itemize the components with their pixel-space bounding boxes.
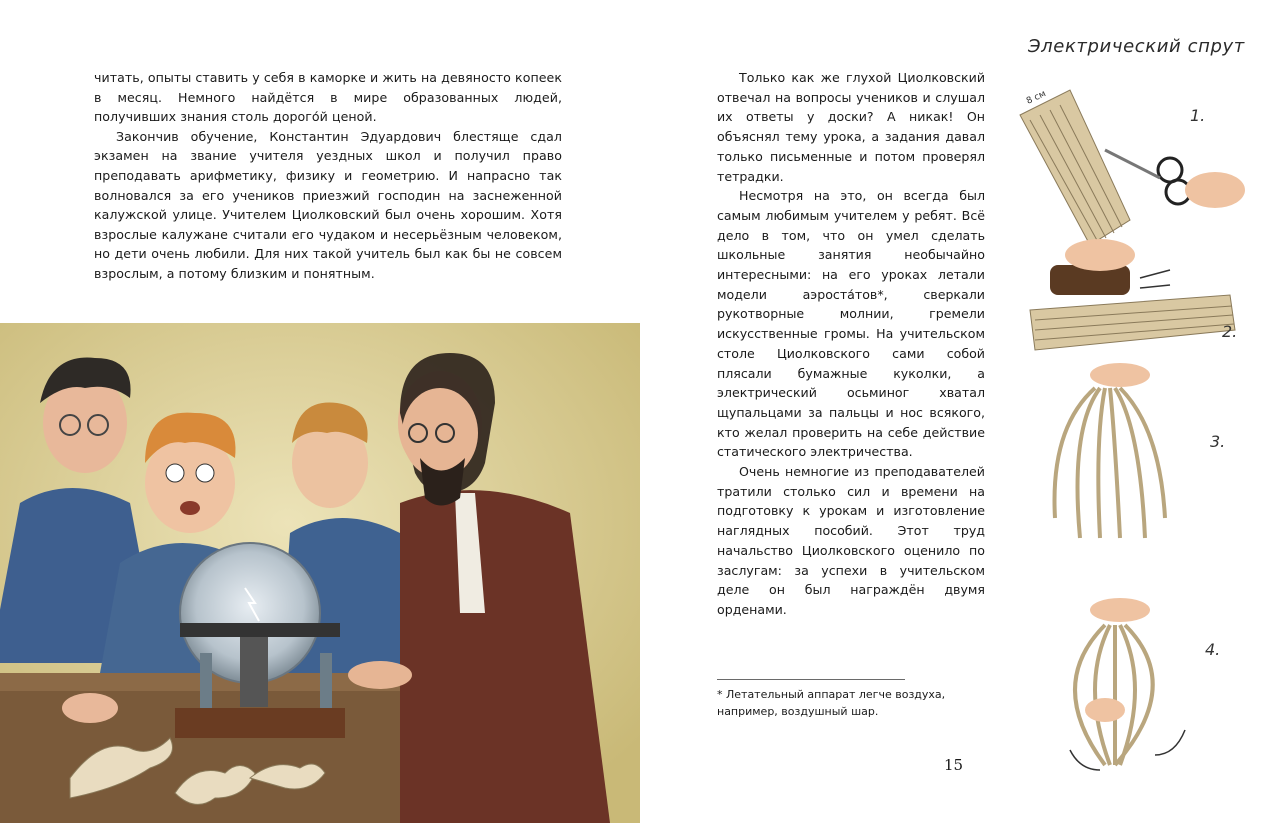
footnote: * Летательный аппарат легче воздуха, например, воздушный шар.: [717, 688, 946, 718]
step-2-illustration: [1030, 239, 1238, 350]
footnote-divider: [717, 679, 905, 680]
step-number: 2.: [1222, 322, 1238, 341]
sidebar-title: Электрический спрут: [1028, 36, 1245, 57]
step-number: 3.: [1210, 432, 1226, 451]
paragraph: Несмотря на это, он всегда был самым любимым учителем у ребят. Всё дело в том, что он умел сделать школьные занятия необычайно интересными: на его уроках летали модели аэроста́тов*, сверкали рукотворные молнии, гремели искусственные громы. На учительском столе Циолковского сами собой плясали бумажные куколки, а электрический осьминог хватал щупальцами за пальцы и нос всякого, кто желал проверить на себе действие статического электричества.: [717, 188, 985, 460]
step-number: 1.: [1190, 106, 1206, 125]
paragraph: Только как же глухой Циолковский отвечал на вопросы учеников и слушал их ответы у доски? А никак! Он объяснял тему урока, а задания давал только письменные и потом проверял тетрадки.: [717, 70, 985, 184]
step-3-illustration: [1055, 363, 1166, 538]
classroom-illustration: [0, 323, 640, 823]
paragraph: Закончив обучение, Константин Эдуардович блестяще сдал экзамен на звание учителя уездных школ и получил право преподавать арифметику, физику и геометрию. И напрасно так волновался за его учеников приезжий господин на заснеженной калужской улице. Учителем Циолковский был очень хорошим. Хотя взрослые калужане считали его чудаком и несерьёзным человеком, но дети очень любили. Для них такой учитель был как бы не совсем взрослым, а потому близким и понятным.: [94, 128, 562, 281]
step-number: 4.: [1205, 640, 1221, 659]
left-page-text: [94, 68, 562, 284]
paragraph: читать, опыты ставить у себя в каморке и жить на девяносто копеек в месяц. Немного найдётся в мире образованных людей, получивших знания столь дорого́й ценой.: [94, 70, 562, 125]
right-page-text: [717, 68, 985, 620]
dimension-label: 8 см: [1025, 89, 1048, 107]
craft-steps-svg: [1010, 70, 1270, 810]
illustration-svg: [0, 323, 640, 823]
step-1-illustration: [1020, 89, 1245, 245]
paragraph: Очень немногие из преподавателей тратили столько сил и времени на подготовку к урокам и изготовление наглядных пособий. Этот труд начальство Циолковского оценило по заслугам: за успехи в учительском деле он был награждён двумя орденами.: [717, 464, 985, 617]
page-number: 15: [944, 756, 964, 774]
step-4-illustration: [1070, 598, 1185, 770]
craft-steps: [1010, 70, 1270, 810]
